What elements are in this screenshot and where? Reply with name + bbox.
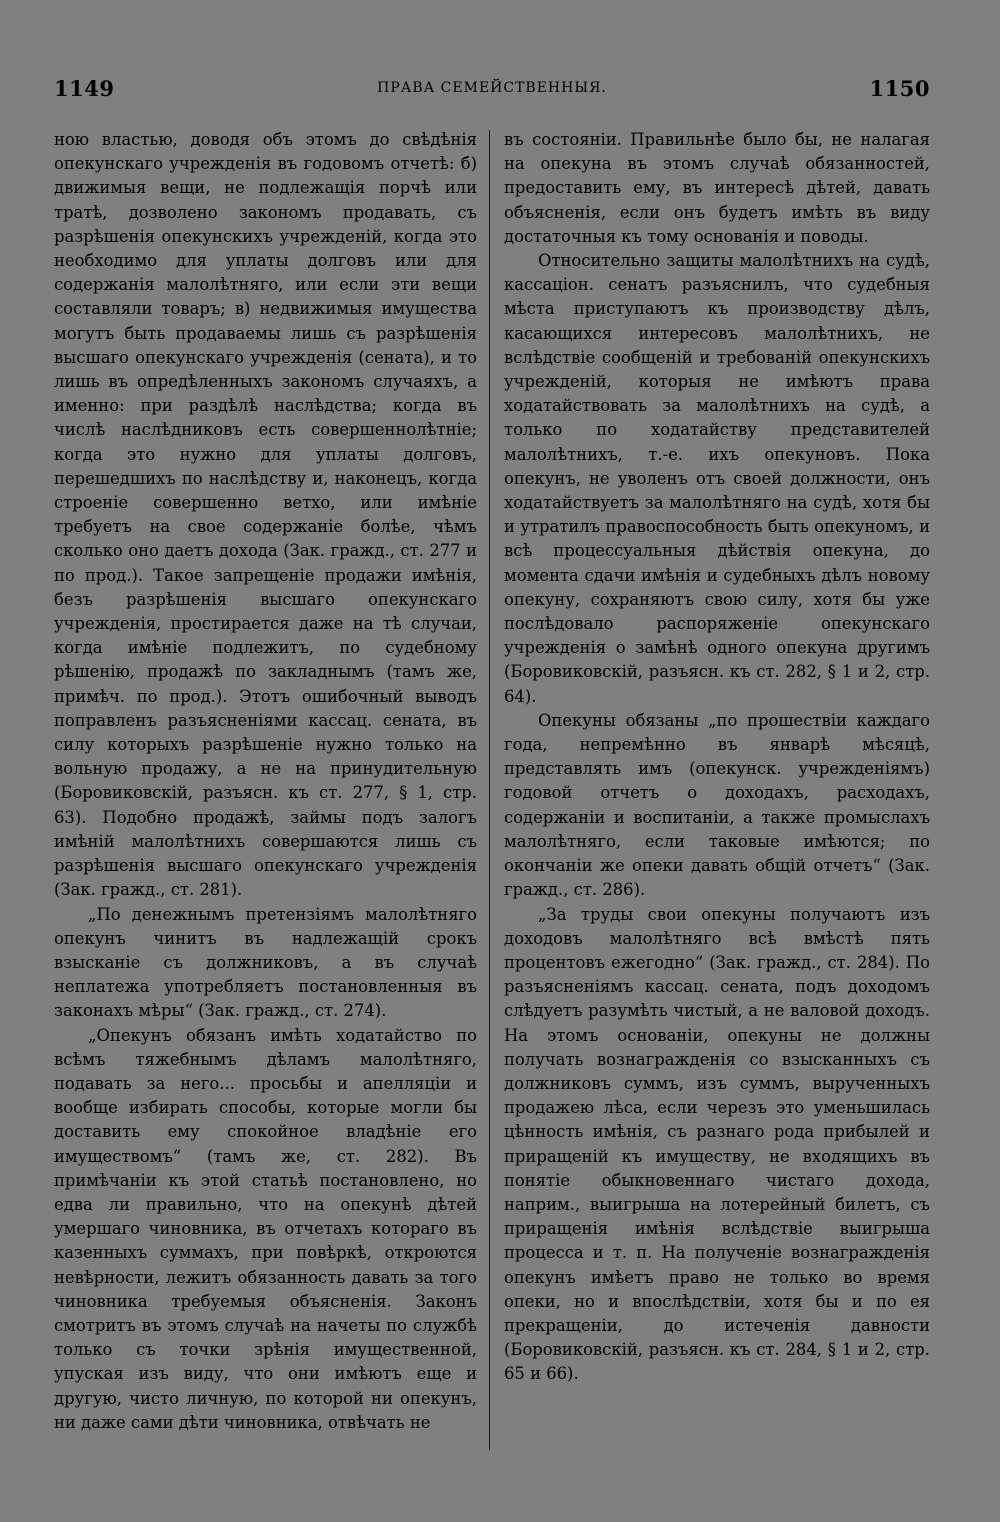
paragraph: „По денежнымъ претензіямъ малолѣтняго опекунъ чинитъ въ надлежащій срокъ взысканіе съ должниковъ, а въ случаѣ неплатежа употребляетъ постановленныя въ законахъ мѣры“ (Зак. гражд., ст. 274). [54, 904, 477, 1021]
page-number-left: 1149 [54, 76, 115, 101]
column-divider [489, 130, 490, 1450]
left-column [54, 128, 477, 1435]
running-header [54, 76, 930, 106]
paragraph: Относительно защиты малолѣтнихъ на судѣ, кассаціон. сенатъ разъяснилъ, что судебныя мѣста приступаютъ къ производству дѣлъ, касающихся интересовъ малолѣтнихъ, не вслѣдствіе сообщеній и требованій опекунскихъ учрежденій, которыя не имѣютъ права ходатайствовать за малолѣтнихъ на судѣ, а только по ходатайству представителей малолѣтнихъ, т.-е. ихъ опекуновъ. Пока опекунъ, не уволенъ отъ своей должности, онъ ходатайствуетъ за малолѣтняго на судѣ, хотя бы и утратилъ правоспособность быть опекуномъ, и всѣ процессуальныя дѣйствія опекуна, до момента сдачи имѣнія и судебныхъ дѣлъ новому опекуну, сохраняютъ свою силу, хотя бы уже послѣдовало распоряженіе опекунскаго учрежденія о замѣнѣ одного опекуна другимъ (Боровиковскій, разъясн. къ ст. 282, § 1 и 2, стр. 64). [504, 251, 930, 706]
right-column [504, 128, 930, 1387]
paragraph: „За труды свои опекуны получаютъ изъ доходовъ малолѣтняго всѣ вмѣстѣ пять процентовъ ежегодно“ (Зак. гражд., ст. 284). По разъясненіямъ кассац. сената, подъ доходомъ слѣдуетъ разумѣть чистый, а не валовой доходъ. На этомъ основаніи, опекуны не должны получать вознагражденія со взысканныхъ съ должниковъ суммъ, изъ суммъ, вырученныхъ продажею лѣса, если черезъ это уменьшилась цѣнность имѣнія, съ разнаго рода прибылей и приращеній къ имуществу, не входящихъ въ понятіе обыкновеннаго чистаго дохода, наприм., выигрыша на лотерейный билетъ, съ приращенія имѣнія вслѣдствіе выигрыша процесса и т. п. На полученіе вознагражденія опекунъ имѣетъ право не только во время опеки, но и впослѣдствіи, хотя бы и по ея прекращеніи, до истеченія давности (Боровиковскій, разъясн. къ ст. 284, § 1 и 2, стр. 65 и 66). [504, 904, 930, 1384]
paragraph: „Опекунъ обязанъ имѣть ходатайство по всѣмъ тяжебнымъ дѣламъ малолѣтняго, подавать за него... просьбы и апелляціи и вообще избирать способы, которые могли бы доставить ему спокойное владѣніе его имуществомъ“ (тамъ же, ст. 282). Въ примѣчаніи къ этой статьѣ постановлено, но едва ли правильно, что на опекунѣ дѣтей умершаго чиновника, въ отчетахъ котораго въ казенныхъ суммахъ, при повѣркѣ, откроются невѣрности, лежитъ обязанность давать за того чиновника требуемыя объясненія. Законъ смотритъ въ этомъ случаѣ на начеты по службѣ только съ точки зрѣнія имущественной, упуская изъ виду, что они имѣютъ еще и другую, чисто личную, по которой ни опекунъ, ни даже сами дѣти чиновника, отвѣчать не [54, 1025, 477, 1432]
paragraph: Опекуны обязаны „по прошествіи каждаго года, непремѣнно въ январѣ мѣсяцѣ, представлять имъ (опекунск. учрежденіямъ) годовой отчетъ о доходахъ, расходахъ, содержаніи и воспитаніи, а также промыслахъ малолѣтняго, если таковые имѣются; по окончаніи же опеки давать общій отчетъ“ (Зак. гражд., ст. 286). [504, 710, 930, 900]
page-number-right: 1150 [869, 76, 930, 101]
paragraph: въ состояніи. Правильнѣе было бы, не налагая на опекуна въ этомъ случаѣ обязанностей, предоставить ему, въ интересѣ дѣтей, давать объясненія, если онъ будетъ имѣть въ виду достаточныя къ тому основанія и поводы. [504, 130, 930, 246]
running-title: ПРАВА СЕМЕЙСТВЕННЫЯ. [377, 80, 607, 96]
paragraph: ною властью, доводя объ этомъ до свѣдѣнія опекунскаго учрежденія въ годовомъ отчетѣ: б) движимыя вещи, не подлежащія порчѣ или тратѣ, дозволено закономъ продавать, съ разрѣшенія опекунскихъ учрежденій, когда это необходимо для уплаты долговъ или для содержанія малолѣтняго, или если эти вещи составляли товаръ; в) недвижимыя имущества могутъ быть продаваемы лишь съ разрѣшенія высшаго опекунскаго учрежденія (сената), и то лишь въ опредѣленныхъ закономъ случаяхъ, а именно: при раздѣлѣ наслѣдства; когда въ числѣ наслѣдниковъ есть совершеннолѣтніе; когда это нужно для уплаты долговъ, перешедшихъ по наслѣдству и, наконецъ, когда строеніе совершенно ветхо, или имѣніе требуетъ на свое содержаніе болѣе, чѣмъ сколько оно даетъ дохода (Зак. гражд., ст. 277 и по прод.). Такое запрещеніе продажи имѣнія, безъ разрѣшенія высшаго опекунскаго учрежденія, простирается даже на тѣ случаи, когда имѣніе подлежитъ, по судебному рѣшенію, продажѣ по закладнымъ (тамъ же, примѣч. по прод.). Этотъ ошибочный выводъ поправленъ разъясненіями кассац. сената, въ силу которыхъ разрѣшеніе нужно только на вольную продажу, а не на принудительную (Боровиковскій, разъясн. къ ст. 277, § 1, стр. 63). Подобно продажѣ, займы подъ залогъ имѣній малолѣтнихъ совершаются лишь съ разрѣшенія высшаго опекунскаго учрежденія (Зак. гражд., ст. 281). [54, 130, 477, 900]
